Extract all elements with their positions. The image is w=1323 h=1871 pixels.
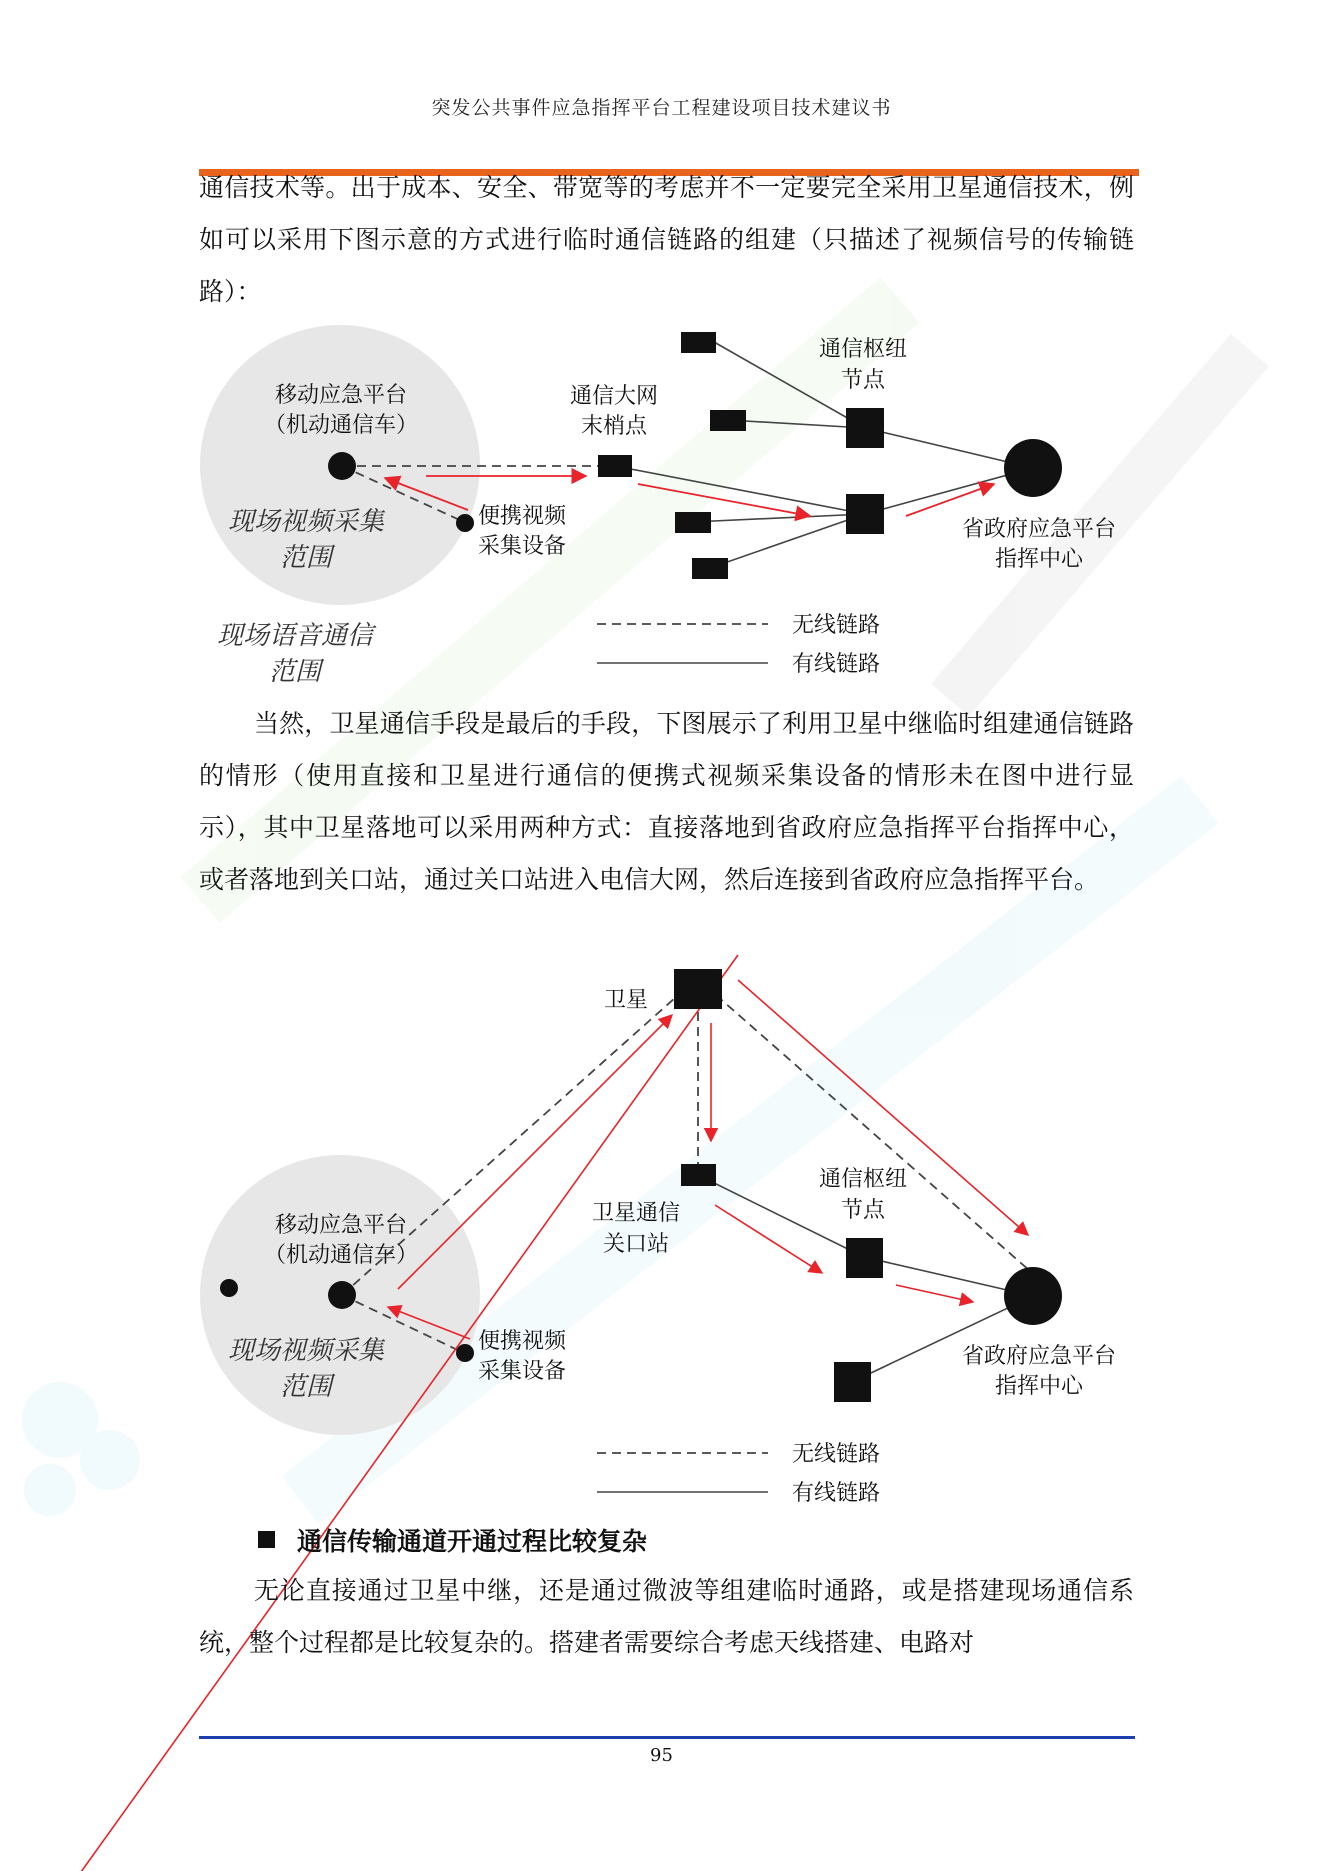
paragraph-1 xyxy=(199,162,1134,318)
terminal-node xyxy=(710,410,746,431)
portable-device-node xyxy=(456,514,474,532)
network-endpoint-label: 末梢点 xyxy=(580,414,648,439)
hub-node-label: 通信枢纽 xyxy=(818,337,908,362)
wired-link xyxy=(710,514,865,568)
terminal-node xyxy=(681,332,716,353)
wireless-link xyxy=(716,995,1030,1271)
paragraph-3 xyxy=(199,1565,1134,1669)
footer-rule xyxy=(199,1736,1135,1739)
paragraph-3-text: 无论直接通过卫星中继，还是通过微波等组建临时通路，或是搭建现场通信系统，整个过程都是比较复杂的。搭建者需要综合考虑天线搭建、电路对 xyxy=(199,1576,1134,1657)
provincial-center-label: 指挥中心 xyxy=(994,1374,1084,1399)
video-zone-label: 现场视频采集 xyxy=(227,507,385,537)
gateway-label: 卫星通信 xyxy=(591,1201,681,1226)
mobile-platform-node xyxy=(328,452,356,480)
terminal-node xyxy=(834,1362,871,1402)
mobile-platform-label: 移动应急平台 xyxy=(274,383,408,408)
legend-wireless-label: 无线链路 xyxy=(792,1442,881,1467)
terminal-node xyxy=(675,512,711,533)
remote-node xyxy=(220,1279,238,1297)
mobile-platform-label: 移动应急平台 xyxy=(274,1213,408,1238)
bullet-square-icon xyxy=(258,1531,275,1548)
provincial-center-label: 省政府应急平台 xyxy=(961,517,1117,542)
paragraph-2 xyxy=(199,698,1134,906)
mobile-platform-label: （机动通信车） xyxy=(263,1243,419,1268)
paragraph-2-text: 当然，卫星通信手段是最后的手段，下图展示了利用卫星中继临时组建通信链路的情形（使用直接和卫星进行通信的便携式视频采集设备的情形未在图中进行显示），其中卫星落地可以采用两种方式：直接落地到省政府应急指挥平台指挥中心，或者落地到关口站，通过关口站进入电信大网，然后连接到省政府应急指挥平台。 xyxy=(199,709,1134,894)
mobile-platform-label: （机动通信车） xyxy=(263,413,419,438)
provincial-center-label: 指挥中心 xyxy=(994,547,1084,572)
portable-device-label: 采集设备 xyxy=(478,534,567,559)
mobile-platform-node xyxy=(328,1281,356,1309)
hub-node-label: 节点 xyxy=(840,1198,886,1223)
section-heading xyxy=(258,1522,647,1558)
legend-wired-label: 有线链路 xyxy=(792,652,881,677)
paragraph-1-text: 通信技术等。出于成本、安全、带宽等的考虑并不一定要完全采用卫星通信技术，例如可以采用下图示意的方式进行临时通信链路的组建（只描述了视频信号的传输链路）： xyxy=(199,173,1134,306)
video-zone-label: 现场视频采集 xyxy=(227,1336,385,1366)
voice-zone-label: 范围 xyxy=(268,657,322,687)
signal-arrow xyxy=(906,484,994,516)
video-zone-label: 范围 xyxy=(279,543,333,573)
provincial-center-node xyxy=(1004,439,1062,497)
terminal-node xyxy=(692,558,728,579)
network-endpoint-label: 通信大网 xyxy=(569,384,659,409)
wired-link xyxy=(615,466,865,514)
page-header-title: 突发公共事件应急指挥平台工程建设项目技术建议书 xyxy=(431,97,892,119)
provincial-center-node xyxy=(1004,1267,1062,1325)
legend-wired-label: 有线链路 xyxy=(792,1481,881,1506)
provincial-center-label: 省政府应急平台 xyxy=(961,1344,1117,1369)
wired-link xyxy=(852,1296,1033,1382)
diagram-1 xyxy=(0,320,1323,700)
wired-link xyxy=(692,514,865,522)
legend-wireless-label: 无线链路 xyxy=(792,613,881,638)
portable-device-label: 便携视频 xyxy=(478,1329,567,1354)
video-zone-label: 范围 xyxy=(279,1372,333,1402)
signal-arrow xyxy=(738,980,1028,1235)
hub-node-label: 通信枢纽 xyxy=(818,1167,908,1192)
portable-device-node xyxy=(456,1344,474,1362)
hub-node xyxy=(846,408,884,448)
signal-arrow xyxy=(715,1205,822,1273)
signal-arrow xyxy=(896,1285,973,1302)
hub-node xyxy=(846,1238,883,1278)
portable-device-label: 采集设备 xyxy=(478,1359,567,1384)
voice-zone-label: 现场语音通信 xyxy=(216,621,374,651)
satellite-label: 卫星 xyxy=(603,988,649,1013)
gateway-label: 关口站 xyxy=(602,1232,670,1257)
hub-node xyxy=(846,494,884,534)
hub-node-label: 节点 xyxy=(840,368,886,393)
network-endpoint-node xyxy=(598,455,632,477)
diagram-2 xyxy=(0,955,1323,1515)
satellite-node xyxy=(674,969,722,1009)
wired-link xyxy=(728,420,865,428)
page-number: 95 xyxy=(650,1745,673,1766)
gateway-node xyxy=(681,1164,716,1186)
signal-arrow xyxy=(638,484,810,516)
portable-device-label: 便携视频 xyxy=(478,504,567,529)
section-heading-text: 通信传输通道开通过程比较复杂 xyxy=(297,1527,648,1556)
